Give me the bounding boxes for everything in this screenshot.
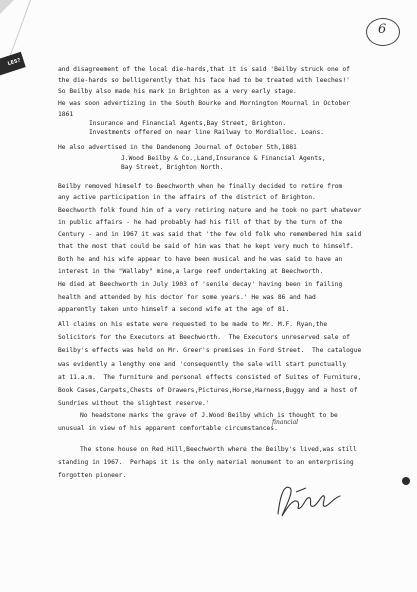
punch-hole [402,477,410,485]
text-line: any active participation in the affairs of the district of Brighton. [58,194,316,201]
handwritten-insert: financial [272,419,299,426]
text-line: at 11.a.m. The furniture and personal effects consisted of Suites of Furniture, [58,374,362,381]
text-line: Beilby's effects was held on Mr. Greer's premises in Ford Street. The catalogue [58,347,362,354]
text-line: Bay Street, Brighton North. [121,164,224,171]
text-line: J.Wood Beilby & Co.,Land,Insurance & Financial Agents, [121,155,326,162]
text-line: Both he and his wife appear to have been musical and he was said to have an [58,256,343,263]
text-line: Beilby removed himself to Beechworth when he finally decided to retire from [58,183,343,190]
text-line: He was soon advertizing in the South Bourke and Mornington Mournal in October [58,100,350,107]
text-line: He also advertised in the Dandenong Journal of October 5th,1881 [58,144,297,151]
text-line: 1861 [58,111,74,118]
handwritten-signature [270,476,350,526]
text-line: unusual in view of his apparent comfortable circumstances. [58,425,278,432]
text-line: All claims on his estate were requested to be made to Mr. M.F. Ryan,the [58,321,328,328]
text-line: Insurance and Financial Agents,Bay Street, Brighton. [89,120,287,127]
text-line: He died at Beechworth in July 1903 of 'senile decay' having been in failing [58,281,343,288]
page-number: 6 [378,22,387,37]
text-line: in public affairs - he had probably had his fill of that by the turn of the [58,219,343,226]
text-line: health and attended by his doctor for some years.' He was 86 and had [58,294,316,301]
text-line: Investments offered on near line Railway to Mordialloc. Loans. [89,129,325,136]
text-line: So Beilby also made his mark in Brighton as a very early stage. [58,88,297,95]
text-line: The stone house on Red Hill,Beechworth where the Beilby's lived,was still [80,446,357,453]
text-line: standing in 1967. Perhaps it is the only material monument to an enterprising [58,459,354,466]
text-line: Sundries without the slightest reserve.' [58,400,210,407]
text-line: was evidently a lengthy one and 'consequently the sale will start punctually [58,361,347,368]
margin-tab-label: LES? [0,52,26,76]
text-line: forgotten pioneer. [58,472,127,479]
text-line: Century - and in 1967 it was said that 'the few old folk who remembered him said [58,231,362,238]
text-line: No headstone marks the grave of J.Wood Beilby which is thought to be [80,412,338,419]
text-line: Book Cases,Carpets,Chests of Drawers,Pictures,Horse,Harness,Buggy and a host of [58,387,358,394]
folded-tab-edge [0,0,31,60]
text-line: apparently taken unto himself a second wife at the age of 81. [58,306,290,313]
text-line: the die-hards so belligerently that his face had to be treated with leeches!' [58,77,350,84]
text-line: interest in the "Wallaby" mine,a large reef undertaking at Beechworth. [58,268,324,275]
text-line: Solicitors for the Executors at Beechworth. The Executors unreserved sale of [58,334,350,341]
text-line: and disagreement of the local die-hards,that it is said 'Beilby struck one of [58,66,350,73]
text-line: Beechworth folk found him of a very retiring nature and he took no part whatever [58,207,362,214]
text-line: that the most that could be said of him was that he kept very much to himself. [58,243,354,250]
